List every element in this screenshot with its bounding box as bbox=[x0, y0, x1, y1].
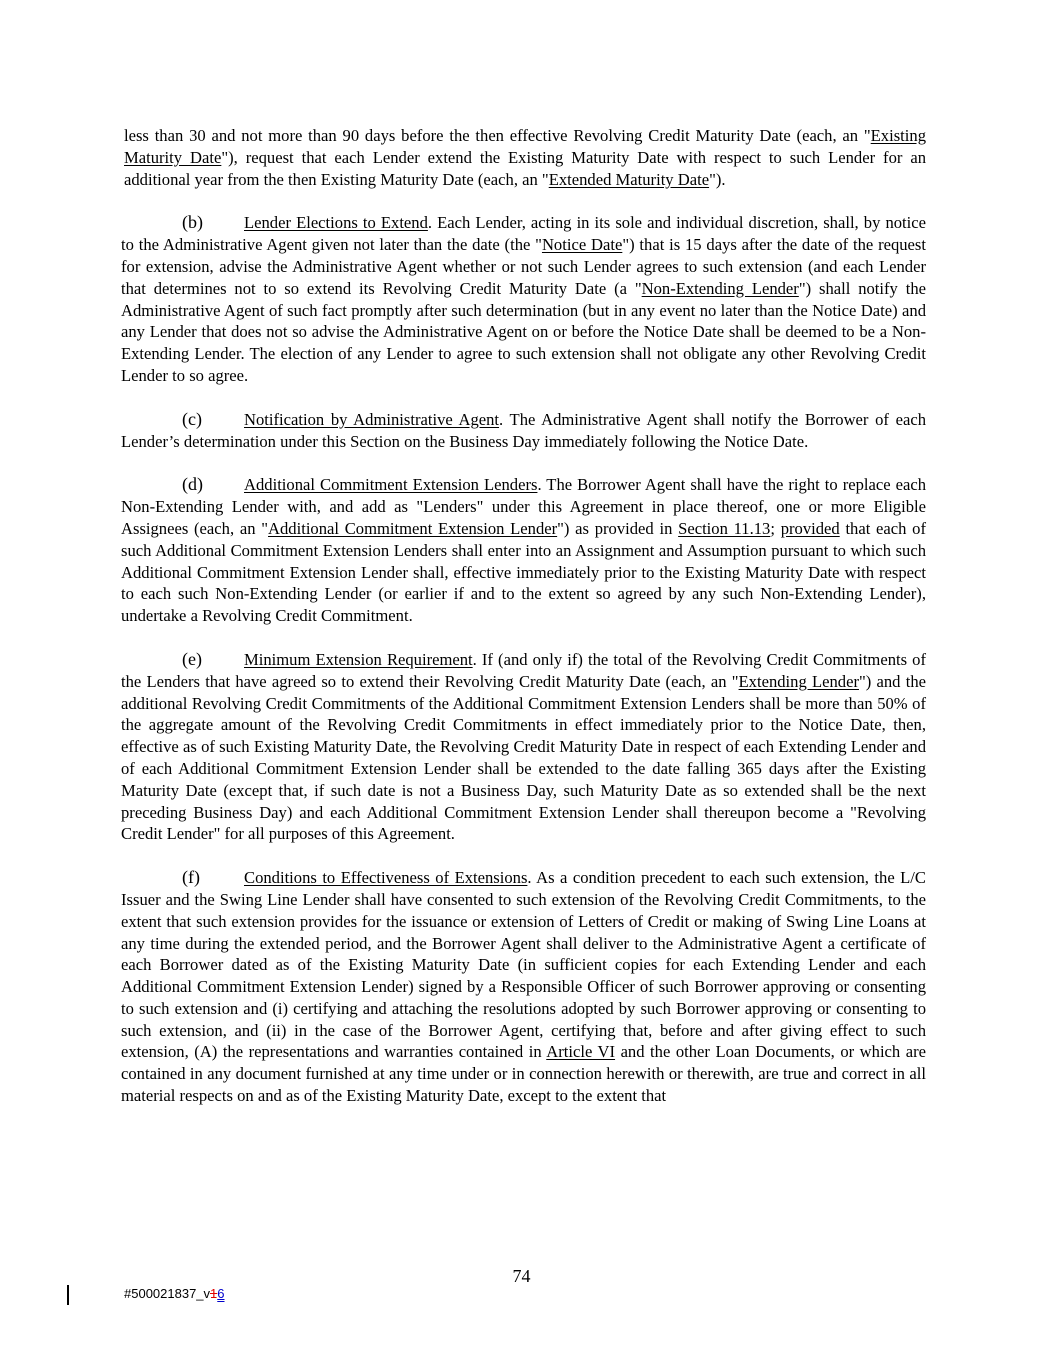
intro-paragraph bbox=[121, 125, 926, 190]
section-reference: Section 11.13 bbox=[678, 518, 771, 538]
text: . Each Lender, acting in its sole and individual discretion, shall, by notice to the Administrative Agent given not later than the date (the " bbox=[121, 213, 927, 255]
text: ") as provided in bbox=[557, 518, 679, 538]
text: . The Borrower Agent shall have the right to replace each Non-Extending Lender with, and add as "Lenders" under this Agreement in place thereof, one or more Eligible Assignees (each, an " bbox=[121, 475, 927, 538]
inserted-version: 6 bbox=[217, 1286, 225, 1301]
paragraph-number: (e) bbox=[182, 648, 202, 669]
paragraph-heading: Notification by Administrative Agent bbox=[244, 409, 500, 429]
defined-term: Non-Extending Lender bbox=[641, 278, 799, 298]
paragraph-heading: Additional Commitment Extension Lenders bbox=[244, 475, 538, 495]
revision-change-bar bbox=[67, 1285, 69, 1305]
defined-term: Extending Lender bbox=[738, 671, 859, 691]
text: ; bbox=[770, 518, 781, 538]
defined-term: Notice Date bbox=[541, 235, 623, 255]
defined-term: Existing Maturity Date bbox=[124, 126, 926, 167]
paragraph-number: (f) bbox=[182, 867, 200, 888]
paragraph-d bbox=[121, 474, 926, 627]
paragraph-c bbox=[121, 409, 926, 453]
text: . If (and only if) the total of the Revolving Credit Commitments of the Lenders that have agreed so to extend their Revolving Credit Maturity Date (each, an " bbox=[121, 649, 926, 691]
document-id bbox=[124, 1286, 225, 1301]
document-id-prefix: #500021837_v bbox=[124, 1286, 211, 1301]
text: "). bbox=[709, 169, 726, 189]
paragraph-heading: Conditions to Effectiveness of Extensions bbox=[244, 868, 528, 888]
text: "), request that each Lender extend the Existing Maturity Date with respect to such Lender for an additional year from the then Existing Maturity Date (each, an " bbox=[124, 147, 926, 189]
deleted-version: 1 bbox=[210, 1286, 218, 1301]
text: ") shall notify the Administrative Agent of such fact promptly after such determination (but in any event no later than the Notice Date) and any Lender that does not so advise the Administrative Agent on or before the Notice Date shall be deemed to be a Non-Extending Lender. The election of any Lender to agree to such extension shall not obligate any other Revolving Credit Lender to so agree. bbox=[121, 278, 926, 385]
paragraph-b bbox=[121, 212, 926, 386]
paragraph-number: (c) bbox=[182, 408, 202, 429]
document-body bbox=[121, 125, 926, 1129]
paragraph-number: (d) bbox=[182, 474, 203, 495]
text: ") that is 15 days after the date of the request for extension, advise the Administrative Agent whether or not such Lender agrees to such extension (and each Lender that determines not to so extend its Revolving Credit Maturity Date (a " bbox=[121, 235, 926, 298]
paragraph-heading: Minimum Extension Requirement bbox=[244, 649, 473, 669]
paragraph-heading: Lender Elections to Extend bbox=[244, 213, 428, 233]
text: and the other Loan Documents, or which are contained in any document furnished at any time under or in connection herewith or therewith, are true and correct in all material respects on and as of the Existing Maturity Date, except to the extent that bbox=[121, 1042, 926, 1106]
paragraph-e bbox=[121, 649, 926, 845]
page-number: 74 bbox=[512, 1266, 531, 1286]
paragraph-number: (b) bbox=[182, 212, 203, 233]
defined-term: provided bbox=[780, 518, 840, 538]
text: less than 30 and not more than 90 days before the then effective Revolving Credit Maturity Date (each, an " bbox=[124, 126, 871, 145]
defined-term: Additional Commitment Extension Lender bbox=[268, 518, 558, 538]
section-reference: Article VI bbox=[546, 1042, 616, 1062]
text: . The Administrative Agent shall notify the Borrower of each Lender’s determination under this Section on the Business Day immediately following the Notice Date. bbox=[121, 409, 926, 451]
defined-term: Extended Maturity Date bbox=[548, 169, 710, 189]
text: ") and the additional Revolving Credit Commitments of the Additional Commitment Extension Lenders shall be more than 50% of the aggregate amount of the Revolving Credit Commitments in effect immediately prior to the Notice Date, then, effective as of such Existing Maturity Date, the Revolving Credit Maturity Date in respect of each Extending Lender and of each Additional Commitment Extension Lender shall be extended to the date falling 365 days after the Existing Maturity Date (except that, if such date is not a Business Day, such Maturity Date as so extended shall be the next preceding Business Day) and each Additional Commitment Extension Lender shall thereupon become a "Revolving Credit Lender" for all purposes of this Agreement. bbox=[121, 671, 926, 844]
paragraph-f bbox=[121, 867, 926, 1107]
text: that each of such Additional Commitment Extension Lenders shall enter into an Assignment and Assumption pursuant to which such Additional Commitment Extension Lender shall, effective immediately prior to the Existing Maturity Date with respect to each such Non-Extending Lender (or earlier if and to the extent so agreed by any such Non-Extending Lender), undertake a Revolving Credit Commitment. bbox=[121, 518, 927, 626]
text: . As a condition precedent to each such extension, the L/C Issuer and the Swing Line Lender shall have consented to such extension of the Revolving Credit Commitments, to the extent that such extension provides for the issuance or extension of Letters of Credit or making of Swing Line Loans at any time during the extended period, and the Borrower Agent shall deliver to the Administrative Agent a certificate of each Borrower dated as of the Existing Maturity Date (in sufficient copies for each Extending Lender and each Additional Commitment Extension Lender) signed by a Responsible Officer of such Borrower approving or consenting to such extension and (i) certifying and attaching the resolutions adopted by such Borrower approving or consenting to such extension, and (ii) in the case of the Borrower Agent, certifying that, before and after giving effect to such extension, (A) the representations and warranties contained in bbox=[121, 868, 926, 1062]
